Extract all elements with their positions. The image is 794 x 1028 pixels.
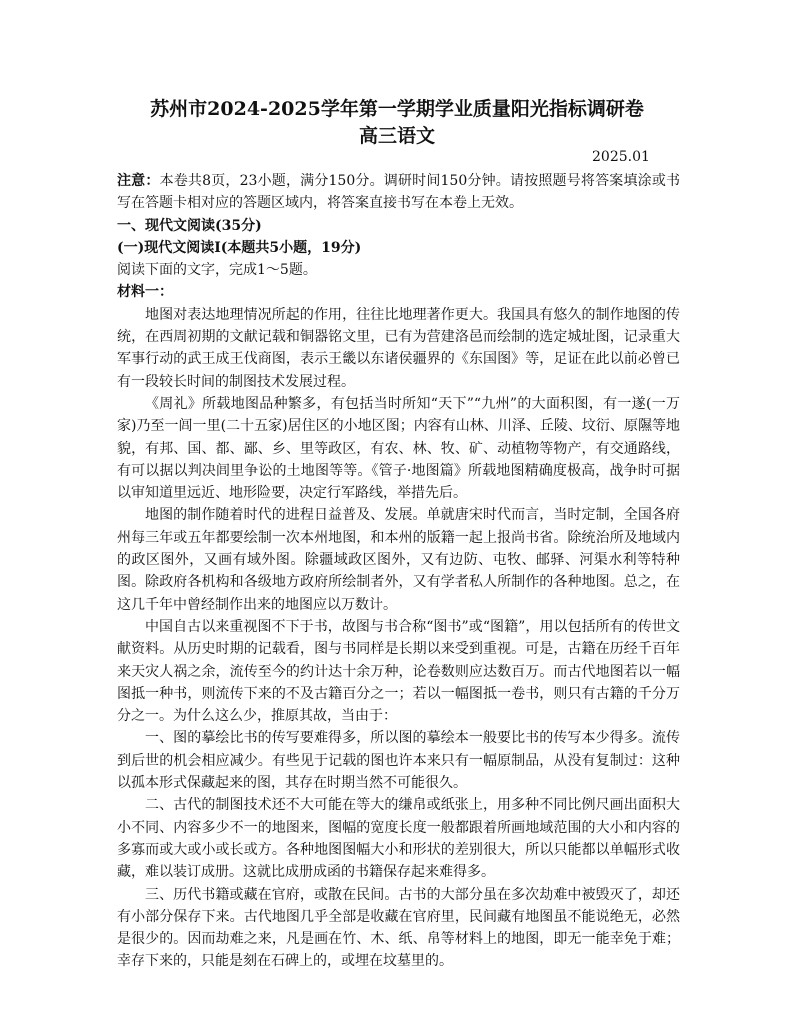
paragraph: 三、历代书籍或藏在官府，或散在民间。古书的大部分虽在多次劫难中被毁灭了，却还有小部分保存下来。古代地图几乎全部是收藏在官府里，民间藏有地图虽不能说绝无，必然是很少的。因而劫难之来，凡是画在竹、木、纸、帛等材料上的地图，即无一能幸免于难；幸存下来的，只能是刻在石碑上的，或埋在坟墓里的。 (117, 886, 680, 970)
material-label: 材料一： (117, 284, 173, 301)
exam-title: 苏州市2024-2025学年第一学期学业质量阳光指标调研卷 (150, 98, 644, 120)
notice-text: 本卷共8页，23小题，满分150分。调研时间150分钟。请按照题号将答案填涂或书写在答题卡相对应的答题区域内，将答案直接书写在本卷上无效。 (117, 173, 681, 212)
paragraph: 一、图的摹绘比书的传写要难得多，所以图的摹绘本一般要比书的传写本少得多。流传到后世的机会相应减少。有些见于记载的图也许本来只有一幅原制品，从没有复制过：这种以孤本形式保藏起来的图，其存在时期当然不可能很久。 (117, 730, 680, 792)
paragraph: 《周礼》所载地图品种繁多，有包括当时所知“天下”“九州”的大面积图，有一遂(一万家)乃至一闾一里(二十五家)居住区的小地区图；内容有山林、川泽、丘陵、坟衍、原隰等地貌，有邦、国、都、鄙、乡、里等政区，有农、林、牧、矿、动植物等物产，有交通路线，有可以据以判决闾里争讼的土地图等等。《管子·地图篇》所载地图精确度极高，战争时可据以审知道里远近、地形险要，决定行军路线，举措先后。 (117, 395, 680, 502)
paragraph: 地图对表达地理情况所起的作用，往往比地理著作更大。我国具有悠久的制作地图的传统，在西周初期的文献记载和铜器铭文里，已有为营建洛邑而绘制的选定城址图，记录重大军事行动的武王成王伐商图，表示王畿以东诸侯疆界的《东国图》等，足证在此以前必曾已有一段较长时间的制图技术发展过程。 (117, 306, 680, 390)
exam-subject: 高三语文 (358, 125, 435, 147)
section-heading: 一、现代文阅读(35分) (117, 217, 262, 234)
notice (117, 170, 680, 215)
paragraph: 中国自古以来重视图不下于书，故图与书合称“图书”或“图籍”，用以包括所有的传世文献资料。从历史时期的记载看，图与书同样是长期以来受到重视。可是，古籍在历经千百年来天灾人祸之余，流传至今的约计达十余万种，论卷数则应达数百万。而古代地图若以一幅图抵一种书，则流传下来的不及古籍百分之一；若以一幅图抵一卷书，则只有古籍的千分万分之一。为什么这么少，推原其故，当由于： (117, 618, 680, 725)
paragraph: 二、古代的制图技术还不大可能在等大的缣帛或纸张上，用多种不同比例尺画出面积大小不同、内容多少不一的地图来，图幅的宽度长度一般都跟着所画地域范围的大小和内容的多寡而或大或小或长或方。各种地图图幅大小和形状的差别很大，所以只能都以单幅形式收藏，难以装订成册。这就比成册成函的书籍保存起来难得多。 (117, 797, 680, 881)
exam-date: 2025.01 (592, 149, 650, 165)
instruction: 阅读下面的文字，完成1～5题。 (117, 262, 317, 279)
subsection-heading: (一)现代文阅读Ⅰ(本题共5小题，19分) (117, 239, 362, 256)
exam-content (117, 170, 680, 973)
paragraph: 地图的制作随着时代的进程日益普及、发展。单就唐宋时代而言，当时定制，全国各府州每三年或五年都要绘制一次本州地图，和本州的版籍一起上报尚书省。除统治所及地域内的政区图外，又画有域外图。除疆域政区图外，又有边防、屯牧、邮驿、河渠水利等特种图。除政府各机构和各级地方政府所绘制者外，又有学者私人所制作的各种地图。总之，在这几千年中曾经制作出来的地图应以万数计。 (117, 507, 680, 613)
notice-label: 注意： (117, 173, 160, 189)
